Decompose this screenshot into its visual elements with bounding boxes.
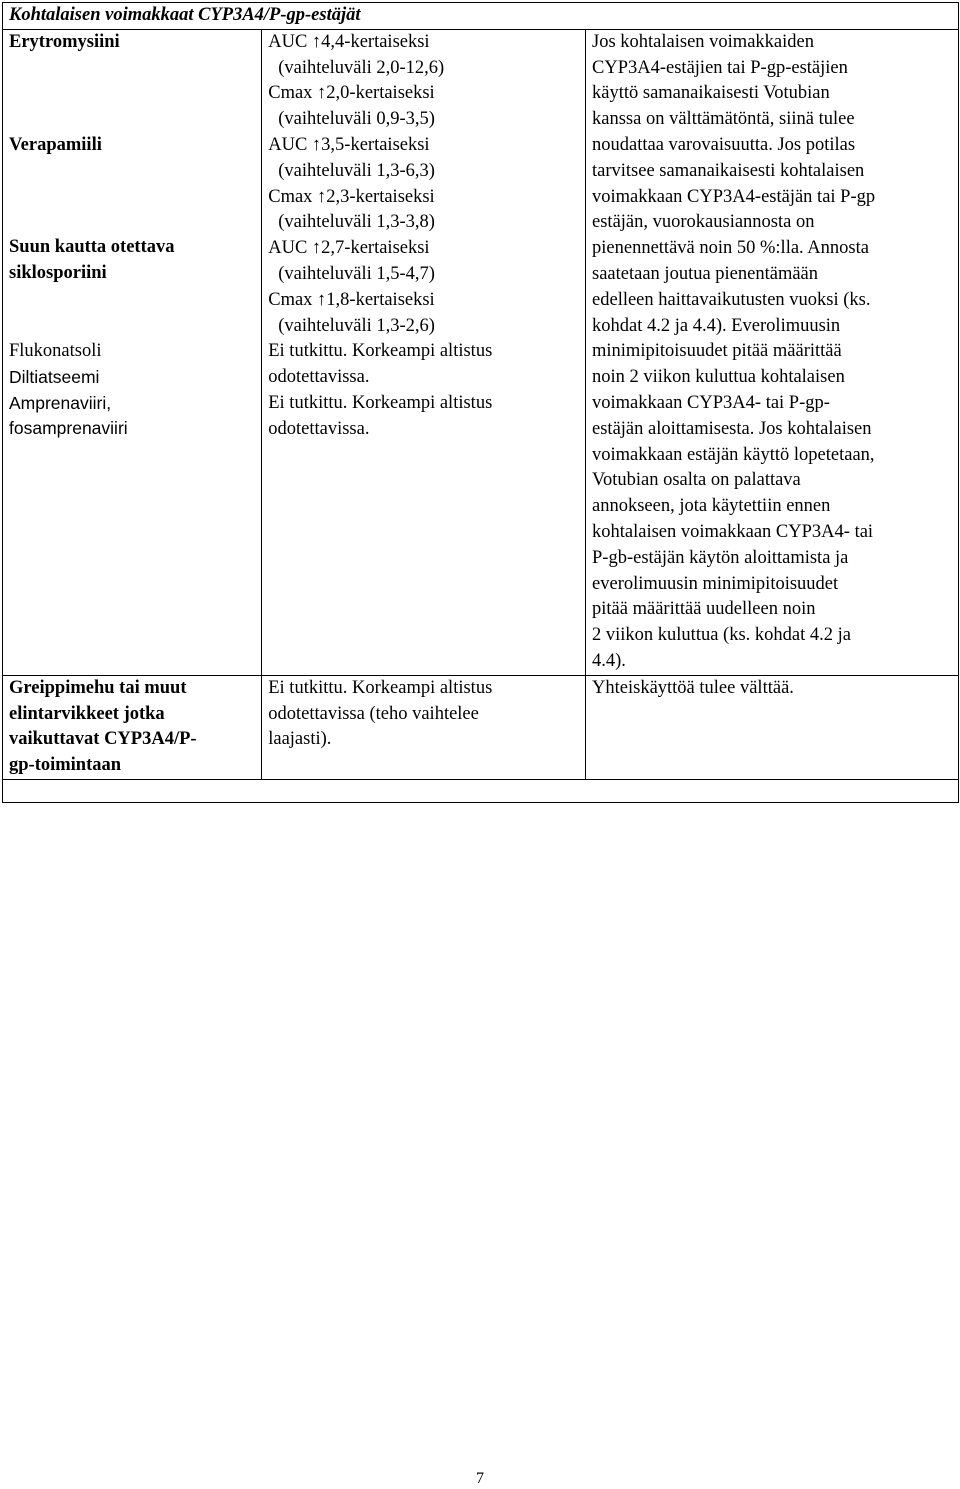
table-header: Kohtalaisen voimakkaat CYP3A4/P-gp-estäjät (3, 3, 959, 30)
recommendation-line: kohdat 4.2 ja 4.4). Everolimuusin (592, 315, 841, 336)
recommendation-line: voimakkaan CYP3A4-estäjän tai P-gp (592, 186, 876, 207)
recommendation-line: CYP3A4-estäjien tai P-gp-estäjien (592, 57, 848, 78)
effect-line: (vaihteluväli 1,3-3,8) (278, 212, 435, 233)
effect-line: odotettavissa (teho vaihtelee (268, 703, 479, 724)
effect-line: AUC ↑4,4-kertaiseksi (268, 31, 430, 52)
recommendation-line: kohtalaisen voimakkaan CYP3A4- tai (592, 521, 874, 542)
effect-line: (vaihteluväli 1,3-6,3) (278, 160, 435, 181)
effect-line: AUC ↑3,5-kertaiseksi (268, 134, 430, 155)
empty-cell (3, 779, 959, 802)
recommendation-column (586, 29, 959, 675)
effect-line: Ei tutkittu. Korkeampi altistus (268, 341, 493, 362)
recommendation-line: kanssa on välttämätöntä, siinä tulee (592, 109, 855, 130)
recommendation-line: pienennettävä noin 50 %:lla. Annosta (592, 238, 869, 259)
table-header-row (3, 3, 959, 30)
drug-name: elintarvikkeet jotka (9, 703, 165, 724)
recommendation-line: noudattaa varovaisuutta. Jos potilas (592, 134, 856, 155)
recommendation-line: käyttö samanaikaisesti Votubian (592, 83, 830, 104)
effect-line: odotettavissa. (268, 367, 370, 388)
effect-line: odotettavissa. (268, 418, 370, 439)
recommendation-line: noin 2 viikon kuluttua kohtalaisen (592, 367, 845, 388)
table-row-main (3, 29, 959, 675)
effect-line: Cmax ↑2,0-kertaiseksi (268, 83, 435, 104)
effect-line: Ei tutkittu. Korkeampi altistus (268, 677, 493, 698)
drug-name: vaikuttavat CYP3A4/P- (9, 729, 197, 750)
recommendation-line: P-gb-estäjän käytön aloittamista ja (592, 547, 849, 568)
effect-column (262, 29, 586, 675)
effect-cell (262, 675, 586, 779)
drug-column (3, 29, 262, 675)
effect-line: Cmax ↑2,3-kertaiseksi (268, 186, 435, 207)
table-row-grapefruit (3, 675, 959, 779)
recommendation-cell (586, 675, 959, 779)
effect-line: (vaihteluväli 0,9-3,5) (278, 109, 435, 130)
empty-row (3, 779, 959, 802)
interaction-table (2, 2, 959, 803)
effect-line: Ei tutkittu. Korkeampi altistus (268, 392, 493, 413)
drug-cell (3, 675, 262, 779)
recommendation-line: 2 viikon kuluttua (ks. kohdat 4.2 ja (592, 625, 851, 646)
drug-name: Verapamiili (9, 134, 102, 155)
drug-name: Flukonatsoli (9, 340, 102, 361)
drug-name: Erytromysiini (9, 31, 120, 52)
recommendation-line: everolimuusin minimipitoisuudet (592, 573, 839, 594)
recommendation-line: Yhteiskäyttöä tulee välttää. (592, 677, 794, 698)
effect-line: (vaihteluväli 2,0-12,6) (278, 57, 445, 78)
drug-name: Amprenaviiri, (9, 392, 112, 413)
effect-line: AUC ↑2,7-kertaiseksi (268, 238, 430, 259)
drug-name: Suun kautta otettava (9, 237, 175, 258)
recommendation-line: annokseen, jota käytettiin ennen (592, 496, 831, 517)
recommendation-line: 4.4). (592, 650, 626, 671)
recommendation-line: edelleen haittavaikutusten vuoksi (ks. (592, 289, 871, 310)
recommendation-line: voimakkaan estäjän käyttö lopetetaan, (592, 444, 875, 465)
recommendation-line: Jos kohtalaisen voimakkaiden (592, 31, 814, 52)
page-number: 7 (476, 1470, 484, 1487)
recommendation-line: saatetaan joutua pienentämään (592, 263, 819, 284)
effect-line: laajasti). (268, 729, 332, 750)
recommendation-line: voimakkaan CYP3A4- tai P-gp- (592, 392, 830, 413)
recommendation-line: tarvitsee samanaikaisesti kohtalaisen (592, 160, 865, 181)
drug-name: fosamprenaviiri (9, 418, 128, 439)
recommendation-line: Votubian osalta on palattava (592, 470, 801, 491)
effect-line: (vaihteluväli 1,5-4,7) (278, 263, 435, 284)
drug-name: Diltiatseemi (9, 366, 100, 387)
effect-line: Cmax ↑1,8-kertaiseksi (268, 289, 435, 310)
recommendation-line: minimipitoisuudet pitää määrittää (592, 341, 842, 362)
drug-name: Greippimehu tai muut (9, 677, 187, 698)
drug-name: siklosporiini (9, 263, 107, 284)
recommendation-line: estäjän, vuorokausiannosta on (592, 212, 815, 233)
effect-line: (vaihteluväli 1,3-2,6) (278, 315, 435, 336)
drug-name: gp-toimintaan (9, 755, 122, 776)
recommendation-line: pitää määrittää uudelleen noin (592, 599, 816, 620)
recommendation-line: estäjän aloittamisesta. Jos kohtalaisen (592, 418, 872, 439)
